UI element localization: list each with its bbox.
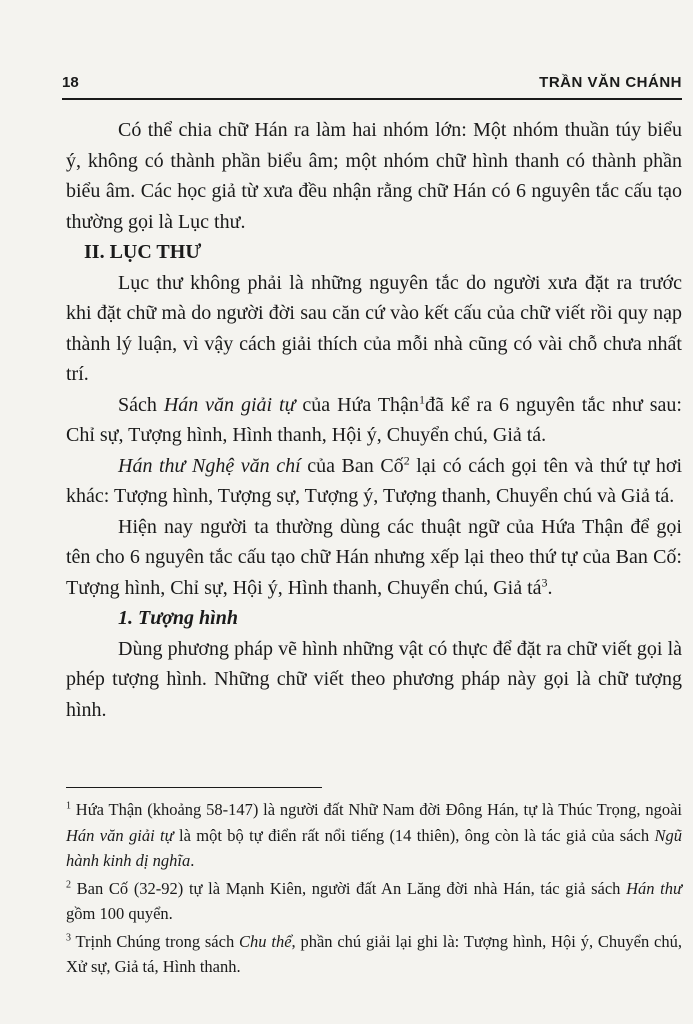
book-title: Hán văn giải tự	[163, 393, 296, 416]
footnote-divider	[66, 787, 322, 788]
page-header	[62, 68, 682, 100]
page-number: 18	[62, 74, 79, 91]
footnotes	[66, 797, 682, 982]
footnote-ref[interactable]: 3	[541, 574, 548, 589]
book-title: Hán thư Nghệ văn chí	[118, 454, 301, 477]
paragraph: Lục thư không phải là những nguyên tắc do người xưa đặt ra trước khi đặt chữ mà do người đời sau căn cứ vào kết cấu của chữ viết rồi quy nạp thành lý luận, vì vậy cách giải thích của mỗi nhà cũng có vài chỗ chưa nhất trí.	[66, 271, 682, 385]
section-heading: II. LỤC THƯ	[84, 241, 202, 263]
body-text	[66, 115, 682, 725]
footnote-2: $^2$ Ban Cố (32-92) tự là Mạnh Kiên, người đất An Lăng đời nhà Hán, tác giả sách Hán thư gồm 100 quyển.	[66, 878, 683, 923]
paragraph: Hán thư Nghệ văn chí của Ban Cố$^2$ lại có cách gọi tên và thứ tự hơi khác: Tượng hình, Tượng sự, Tượng ý, Tượng thanh, Chuyển chú và Giả tá.	[66, 452, 683, 507]
paragraph: Có thể chia chữ Hán ra làm hai nhóm lớn: Một nhóm thuần túy biểu ý, không có thành phần biểu âm; một nhóm chữ hình thanh có thành phần biểu âm. Các học giả từ xưa đều nhận rằng chữ Hán có 6 nguyên tắc cấu tạo thường gọi là Lục thư.	[66, 119, 682, 233]
paragraph: Hiện nay người ta thường dùng các thuật ngữ của Hứa Thận để gọi tên cho 6 nguyên tắc cấu tạo chữ Hán nhưng xếp lại theo thứ tự của Ban Cố: Tượng hình, Chỉ sự, Hội ý, Hình thanh, Chuyển chú, Giả $tá^3$.	[66, 515, 682, 599]
running-title: TRẦN VĂN CHÁNH	[539, 74, 682, 91]
paragraph: Sách Hán văn giải tự của Hứa Thận$^1$đã kể ra 6 nguyên tắc như sau: Chỉ sự, Tượng hình, Hình thanh, Hội ý, Chuyển chú, Giả tá.	[66, 391, 682, 446]
footnote-ref[interactable]: 1	[418, 391, 425, 406]
footnote-ref[interactable]: 2	[403, 452, 410, 467]
footnote-1: $^1$ Hứa Thận (khoảng 58-147) là người đất Nhữ Nam đời Đông Hán, tự là Thúc Trọng, ngoài Hán văn giải tự là một bộ tự điển rất nổi tiếng (14 thiên), ông còn là tác giả của sách Ngũ hành kinh dị nghĩa.	[66, 800, 682, 870]
paragraph: Dùng phương pháp vẽ hình những vật có thực để đặt ra chữ viết gọi là phép tượng hình. Những chữ viết theo phương pháp này gọi là chữ tượng hình.	[66, 637, 682, 721]
footnote-3: $^3$ Trịnh Chúng trong sách Chu thể, phần chú giải lại ghi là: Tượng hình, Hội ý, Chuyển chú, Xử sự, Giả tá, Hình thanh.	[66, 931, 682, 976]
subsection-heading: 1. Tượng hình	[118, 607, 238, 629]
